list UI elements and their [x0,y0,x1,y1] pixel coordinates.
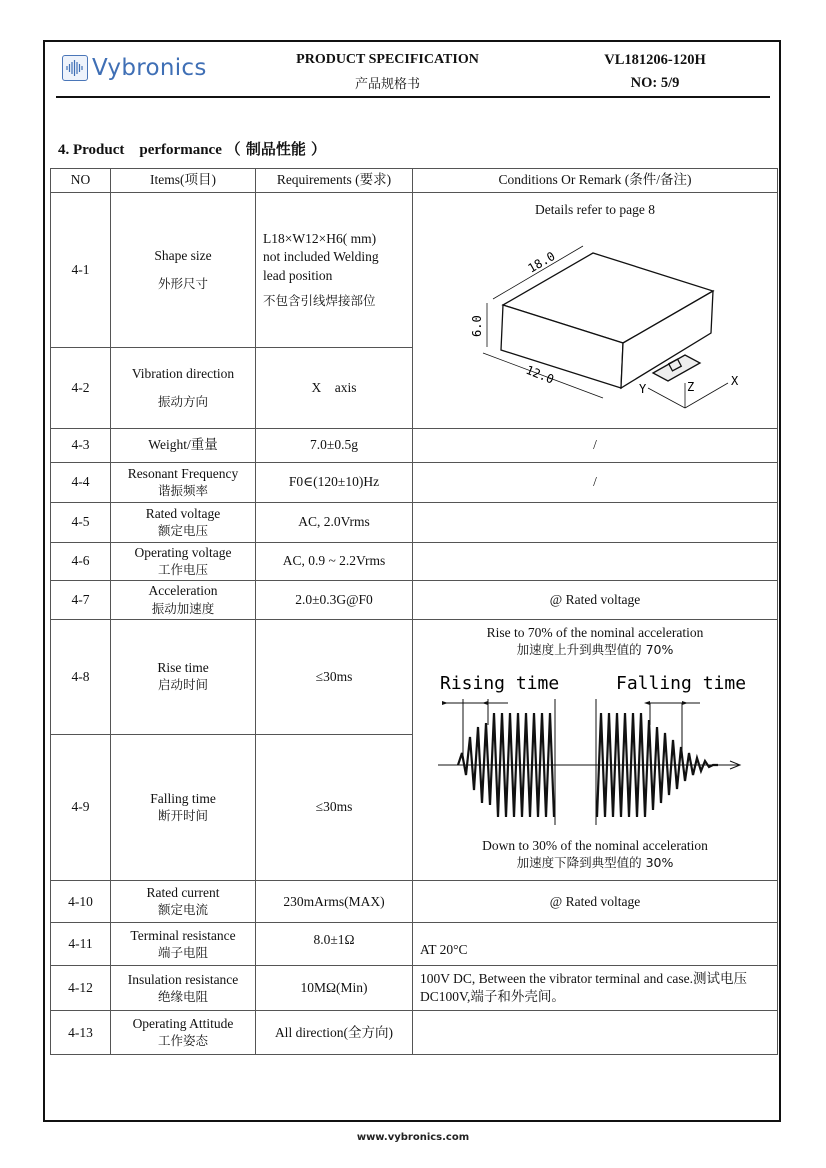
item-cn: 工作姿态 [157,1033,208,1049]
header-items: Items(项目) [111,169,256,193]
item-cn: 外形尺寸 [157,275,208,291]
table-row [51,193,778,348]
row-item [111,966,256,1011]
row-item [111,193,256,348]
item-en: Terminal resistance [130,927,236,943]
row-item [111,543,256,581]
row-requirement: 7.0±0.5g [256,429,413,463]
fall-note-en: Down to 30% of the nominal acceleration [482,838,708,854]
svg-text:Rising time: Rising time [440,673,560,695]
item-en: Resonant Frequency [127,465,239,481]
table-row [51,581,778,620]
item-cn: 振动方向 [157,393,208,409]
row-no: 4-3 [51,429,111,463]
svg-text:18.0: 18.0 [525,249,558,276]
section-number: 4. [58,142,70,158]
row-requirement [256,193,413,348]
isometric-dimension-drawing [463,233,763,443]
section-title-cn: （ 制品性能 ） [225,140,327,158]
table-header-row [51,169,778,193]
waveform-logo-icon [62,55,88,81]
item-cn: 谐振频率 [157,483,208,499]
header-conditions: Conditions Or Remark (条件/备注) [413,169,778,193]
rise-fall-waveform-diagram [420,665,760,835]
performance-table [50,168,778,1055]
item-cn: 绝缘电阻 [157,988,208,1004]
section-title-en: Product performance [73,142,222,158]
row-requirement: 8.0±1Ω [256,923,413,966]
item-en: Insulation resistance [127,971,239,987]
table-row [51,620,778,735]
row-requirement: AC, 0.9 ~ 2.2Vrms [256,543,413,581]
table-row [51,923,778,966]
title-en: PRODUCT SPECIFICATION [296,52,479,67]
row-no: 4-10 [51,881,111,923]
row-condition: @ Rated voltage [413,881,778,923]
row-condition: / [413,463,778,503]
item-cn: 断开时间 [157,808,208,824]
table-row [51,543,778,581]
item-cn: 额定电流 [157,902,208,918]
row-item [111,463,256,503]
page-number: NO: 5/9 [630,75,680,91]
item-en: Shape size [154,248,212,264]
item-en: Rated current [146,885,220,901]
row-item [111,1011,256,1055]
header-no: NO [51,169,111,193]
row-no: 4-8 [51,620,111,735]
item-en: Operating Attitude [132,1016,234,1032]
row-requirement: ≤30ms [256,734,413,881]
row-no: 4-13 [51,1011,111,1055]
item-en: Rise time [157,660,209,676]
table-row [51,881,778,923]
svg-text:12.0: 12.0 [523,362,556,387]
item-cn: 启动时间 [157,677,208,693]
item-cn: 端子电阻 [157,944,208,960]
row-condition [413,1011,778,1055]
svg-text:6.0: 6.0 [470,315,484,337]
doc-id-block [580,52,730,92]
title-cn: 产品规格书 [354,77,420,92]
row-no: 4-5 [51,503,111,543]
row-requirement: ≤30ms [256,620,413,735]
rise-note-en: Rise to 70% of the nominal acceleration [486,625,704,640]
row-requirement: AC, 2.0Vrms [256,503,413,543]
table-row [51,1011,778,1055]
header-divider [56,96,770,98]
logo-text: Vybronics [92,55,207,81]
row-no: 4-11 [51,923,111,966]
svg-text:X: X [731,374,739,388]
row-item [111,923,256,966]
fall-note-cn: 加速度下降到典型值的 30% [516,855,674,871]
row-no: 4-1 [51,193,111,348]
row-condition [413,503,778,543]
item-en: Operating voltage [134,544,232,560]
row-no: 4-12 [51,966,111,1011]
item-cn: 工作电压 [157,562,208,578]
doc-id: VL181206-120H [604,52,706,68]
row-item [111,503,256,543]
item-en: Rated voltage [145,505,221,521]
row-item [111,734,256,881]
item-en: Falling time [150,790,216,806]
item-cn: 振动加速度 [151,600,215,616]
header-requirements: Requirements (要求) [256,169,413,193]
row-no: 4-7 [51,581,111,620]
svg-text:Z: Z [687,380,695,394]
row-requirement: 2.0±0.3G@F0 [256,581,413,620]
row-condition: 100V DC, Between the vibrator terminal and case.测试电压 DC100V,端子和外壳间。 [413,966,778,1011]
row-condition [413,543,778,581]
table-row [51,503,778,543]
rise-note-cn: 加速度上升到典型值的 70% [516,642,674,658]
table-row [51,966,778,1011]
svg-text:Falling time: Falling time [616,673,747,695]
table-row [51,463,778,503]
item-en: Acceleration [148,583,218,599]
row-item [111,348,256,429]
row-item: Weight/重量 [111,429,256,463]
doc-title [280,52,495,92]
vybronics-logo [62,55,207,81]
row-no: 4-9 [51,734,111,881]
row-requirement: 10MΩ(Min) [256,966,413,1011]
row-item [111,620,256,735]
row-no: 4-6 [51,543,111,581]
row-requirement: F0∈(120±10)Hz [256,463,413,503]
row-condition-drawing [413,193,778,429]
row-condition: AT 20°C [413,923,778,966]
footer-url[interactable]: www.vybronics.com [356,1132,470,1143]
svg-text:Y: Y [639,382,647,396]
req-line: lead position [263,267,333,283]
item-en: Vibration direction [131,366,235,382]
req-cn: 不包含引线焊接部位 [263,292,376,308]
req-line: L18×W12×H6( mm) [263,231,377,247]
row-requirement: 230mArms(MAX) [256,881,413,923]
row-no: 4-4 [51,463,111,503]
row-condition-waveform [413,620,778,881]
row-item [111,581,256,620]
row-no: 4-2 [51,348,111,429]
row-requirement: X axis [256,348,413,429]
drawing-note: Details refer to page 8 [535,202,655,217]
req-line: not included Welding [263,249,379,265]
row-condition: / [413,429,778,463]
section-title [58,138,326,159]
row-condition: @ Rated voltage [413,581,778,620]
row-item [111,881,256,923]
row-requirement: All direction(全方向) [256,1011,413,1055]
item-cn: 额定电压 [157,523,208,539]
